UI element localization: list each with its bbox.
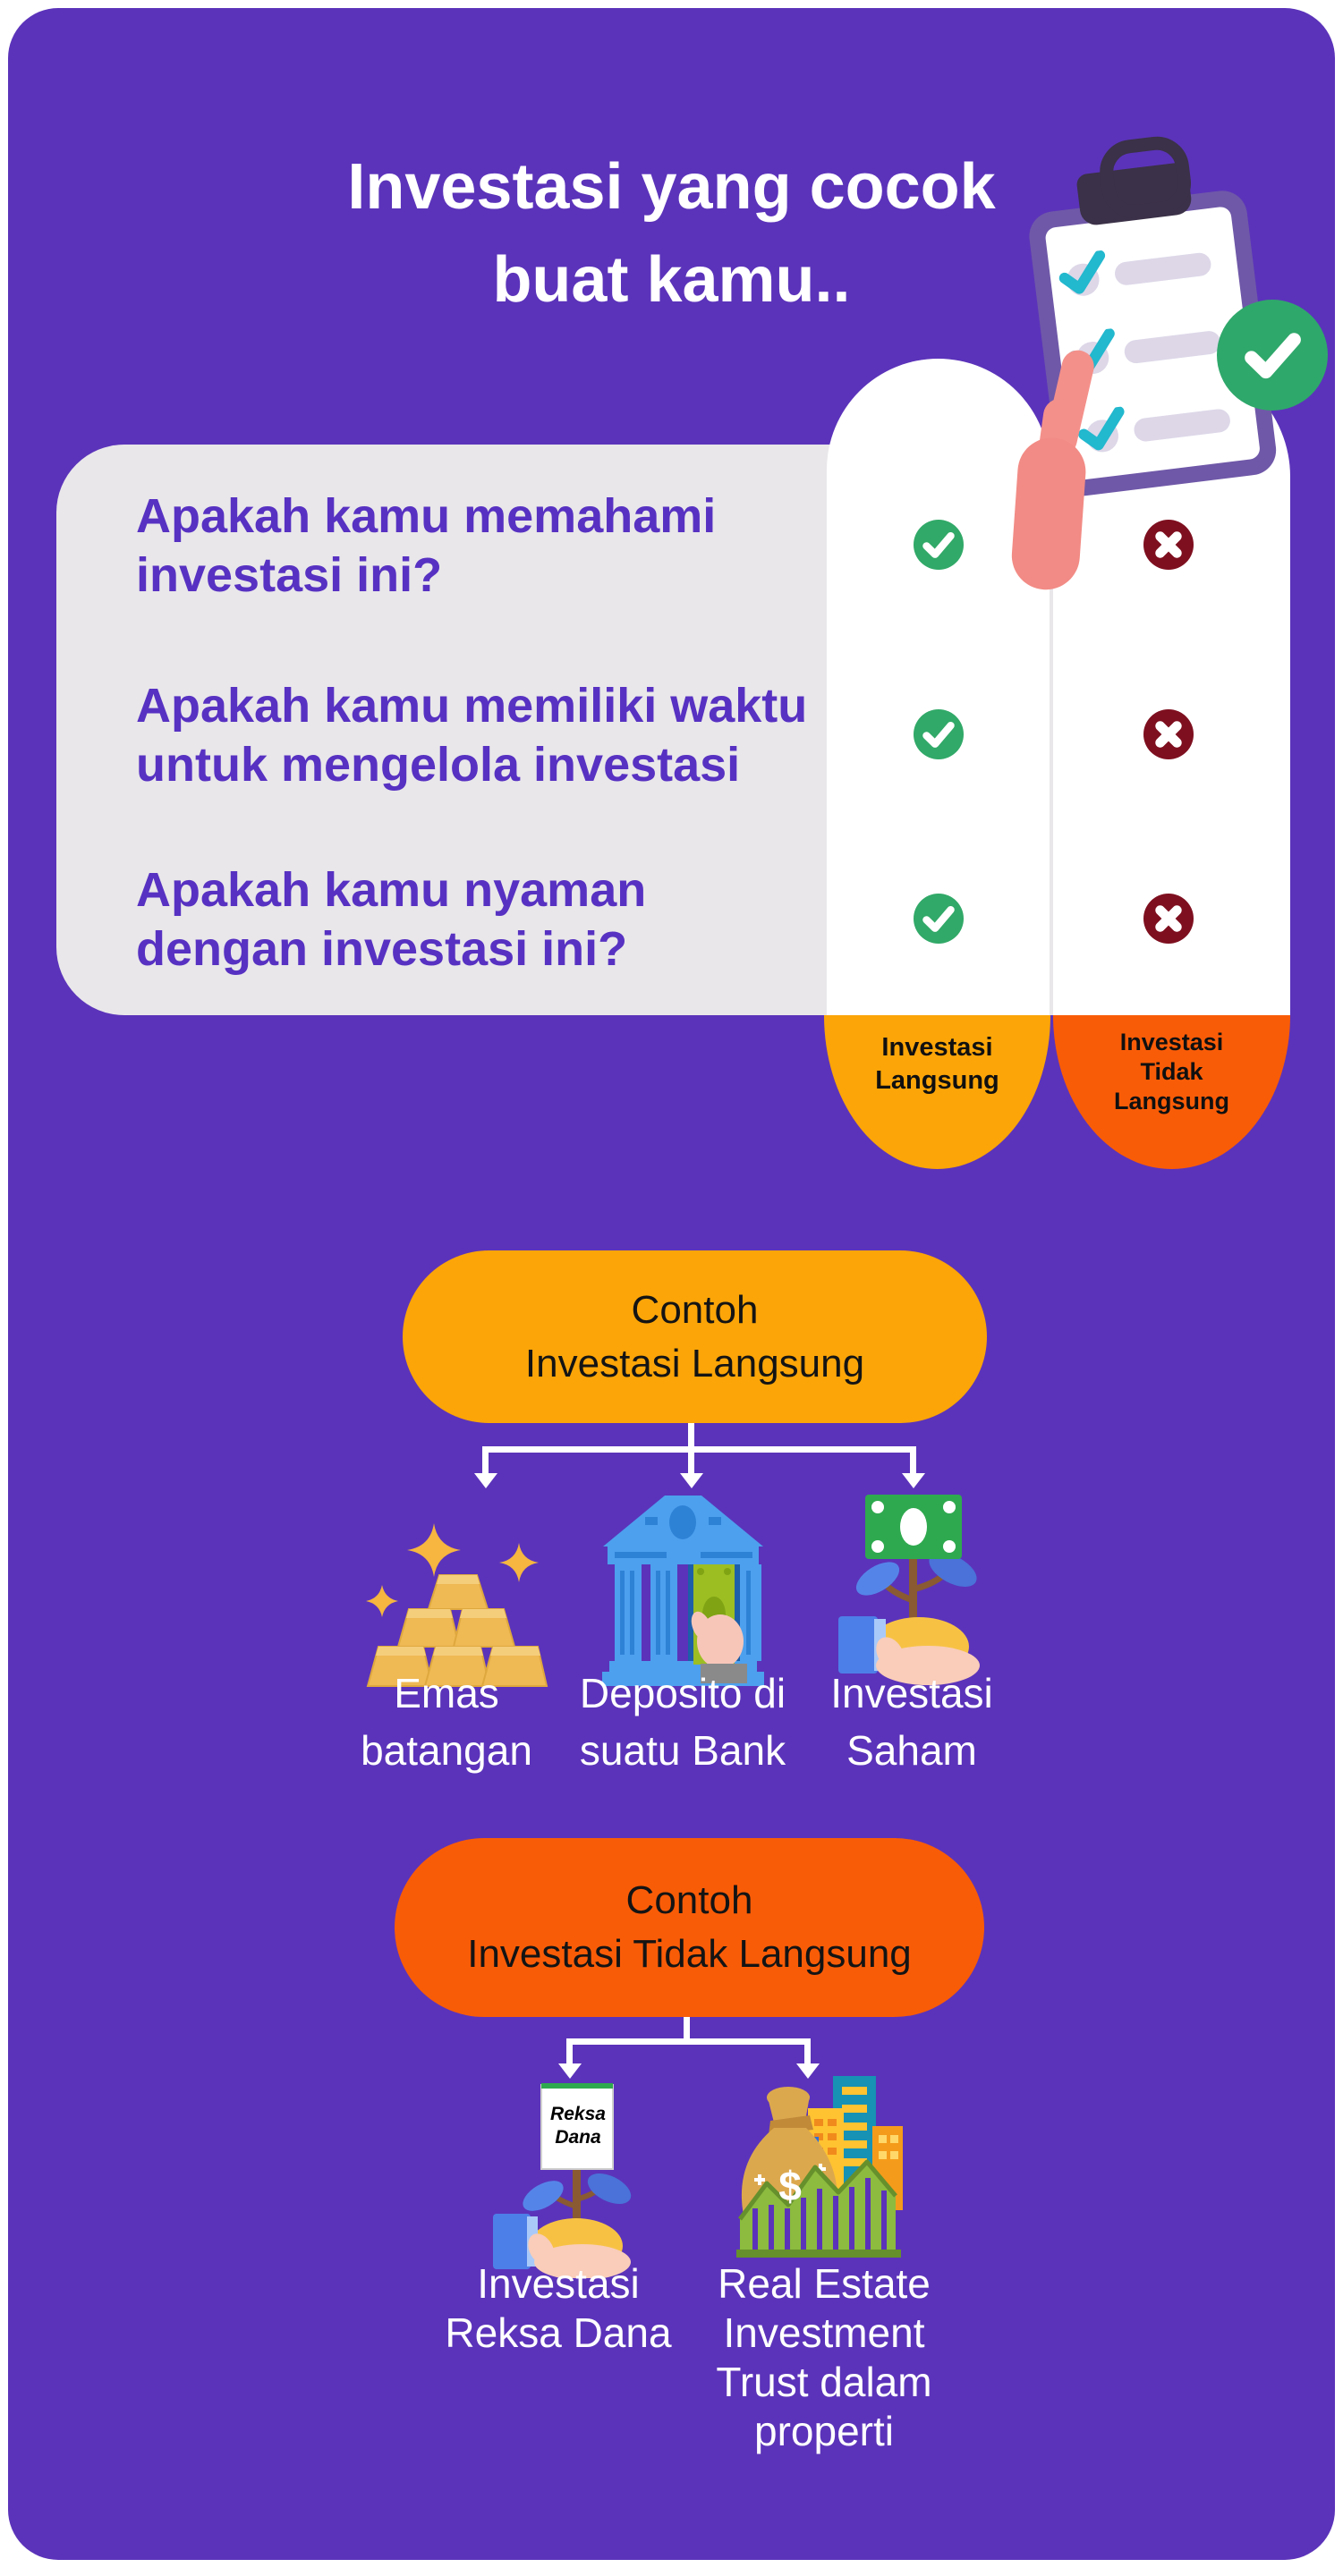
question-2-line1: Apakah kamu memiliki waktu xyxy=(136,679,808,733)
cross-no-icon xyxy=(1143,894,1194,944)
bank-deposit-icon xyxy=(600,1496,766,1688)
page-title-line2: buat kamu.. xyxy=(492,244,851,316)
reksa-dana-sign: Reksa Dana xyxy=(550,2104,606,2148)
question-3-line1: Apakah kamu nyaman xyxy=(136,863,647,917)
question-3-line2: dengan investasi ini? xyxy=(136,922,628,976)
question-2-line2: untuk mengelola investasi xyxy=(136,738,741,792)
approved-check-badge-icon xyxy=(1217,300,1328,411)
label-investasi-saham: Investasi Saham xyxy=(830,1670,993,1774)
label-emas-batangan: Emas batangan xyxy=(361,1670,532,1774)
cross-no-icon xyxy=(1143,709,1194,759)
check-yes-icon xyxy=(914,520,964,570)
hand-palm xyxy=(1009,436,1088,592)
check-yes-icon xyxy=(914,894,964,944)
pill-contoh-investasi-tidak-langsung: Contoh Investasi Tidak Langsung xyxy=(395,1838,984,2017)
check-yes-icon xyxy=(914,709,964,759)
label-reit-properti: Real Estate Investment Trust dalam properti xyxy=(716,2260,932,2454)
label-investasi-reksa-dana: Investasi Reksa Dana xyxy=(445,2260,672,2356)
arrow-down-icon xyxy=(688,1446,694,1473)
question-3 xyxy=(136,860,888,979)
infographic-card xyxy=(8,8,1335,2560)
arrow-down-icon xyxy=(482,1446,489,1473)
arrow-down-icon xyxy=(566,2038,573,2063)
arrow-down-icon xyxy=(804,2038,811,2063)
label-investasi-tidak-langsung: Investasi Tidak Langsung xyxy=(1053,1015,1290,1169)
question-2 xyxy=(136,676,888,794)
money-plant-icon xyxy=(838,1493,995,1685)
label-deposito-bank: Deposito di suatu Bank xyxy=(579,1670,786,1774)
dollar-symbol: $ xyxy=(778,2163,802,2209)
teal-check-icon xyxy=(1055,250,1110,301)
page-title-line1: Investasi yang cocok xyxy=(347,151,996,223)
question-1-line1: Apakah kamu memahami xyxy=(136,489,717,543)
label-investasi-langsung: Investasi Langsung xyxy=(824,1015,1050,1169)
question-1-line2: investasi ini? xyxy=(136,548,443,602)
arrow-down-icon xyxy=(910,1446,916,1473)
question-1 xyxy=(136,487,888,605)
reit-buildings-icon xyxy=(733,2074,907,2258)
pill-contoh-investasi-langsung: Contoh Investasi Langsung xyxy=(403,1250,987,1423)
